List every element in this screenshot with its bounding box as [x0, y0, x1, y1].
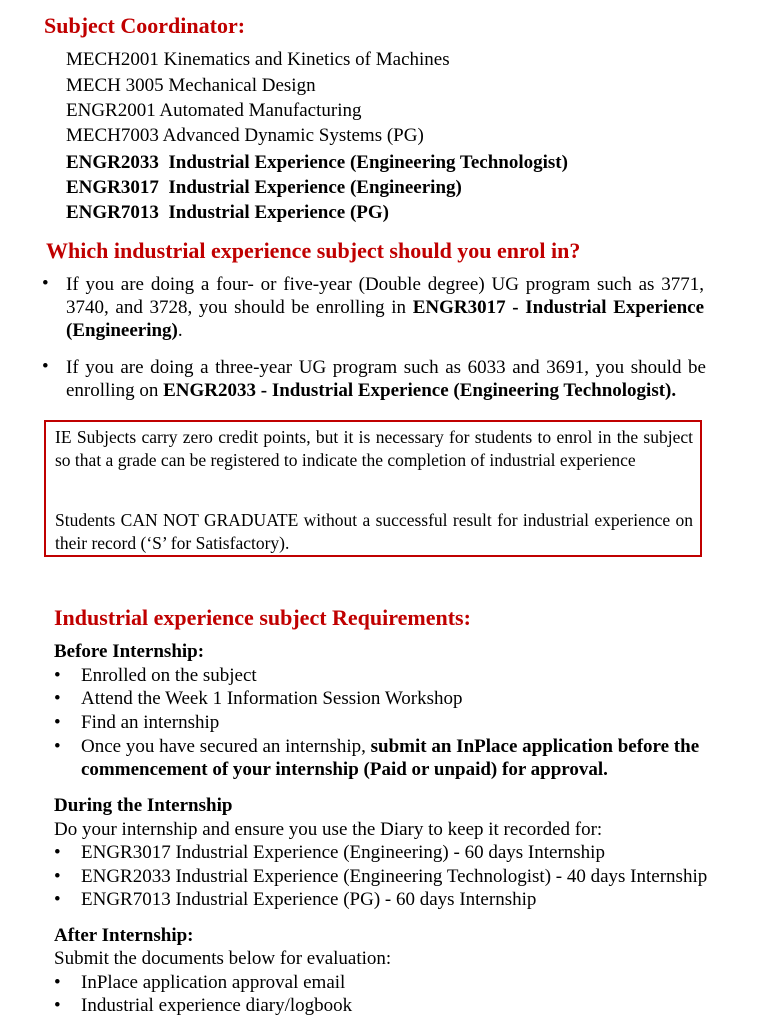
during-item: ENGR3017 Industrial Experience (Engineering) - 60 days Internship [81, 842, 605, 863]
bullet-marker: • [54, 688, 61, 709]
enrol-bullet-1-end: . [177, 320, 183, 341]
bullet-marker: • [54, 995, 61, 1016]
subject-item-bold: ENGR2033 Industrial Experience (Engineering Technologist) [66, 152, 568, 173]
before-item-submit-cont: commencement of your internship (Paid or unpaid) for approval. [81, 759, 608, 780]
enrol-bullet-2 [66, 356, 706, 402]
before-item-submit-bold: submit an InPlace application before the [370, 736, 700, 757]
subject-item: MECH 3005 Mechanical Design [66, 75, 316, 96]
bullet-marker: • [54, 736, 61, 757]
enrol-bullet-1-bold: ENGR3017 - Industrial Experience (Engineering) [66, 297, 705, 341]
bullet-marker: • [54, 712, 61, 733]
during-item: ENGR2033 Industrial Experience (Engineering Technologist) - 40 days Internship [81, 866, 708, 887]
during-item: ENGR7013 Industrial Experience (PG) - 60 days Internship [81, 889, 537, 910]
bullet-marker: • [54, 972, 61, 993]
notice-para-1: IE Subjects carry zero credit points, but it is necessary for students to enrol in the subject so that a grade can be registered to indicate the completion of industrial experience [55, 427, 693, 470]
notice-para-2: Students CAN NOT GRADUATE without a successful result for industrial experience on their record (‘S’ for Satisfactory). [55, 510, 693, 553]
bullet-marker: • [54, 889, 61, 910]
bullet-marker: • [54, 866, 61, 887]
after-item: InPlace application approval email [81, 972, 346, 993]
subject-item-bold: ENGR3017 Industrial Experience (Engineering) [66, 177, 462, 198]
enrol-bullet-1-text: If you are doing a four- or five-year (Double degree) UG program such as 3771, 3740, and 3728, you should be enrolling in [66, 274, 704, 318]
enrol-heading: Which industrial experience subject should you enrol in? [46, 238, 581, 263]
after-heading: After Internship: [54, 925, 194, 946]
bullet-marker: • [42, 273, 49, 294]
subject-item: MECH7003 Advanced Dynamic Systems (PG) [66, 125, 424, 146]
during-intro: Do your internship and ensure you use the Diary to keep it recorded for: [54, 819, 603, 840]
before-item: Enrolled on the subject [81, 665, 257, 686]
requirements-heading: Industrial experience subject Requirements: [54, 605, 471, 630]
after-item: Industrial experience diary/logbook [81, 995, 353, 1016]
bullet-marker: • [54, 665, 61, 686]
bullet-marker: • [42, 356, 49, 377]
before-item-submit [81, 736, 699, 758]
subject-item-bold: ENGR7013 Industrial Experience (PG) [66, 202, 389, 223]
coordinator-heading: Subject Coordinator: [44, 13, 246, 38]
subject-item: MECH2001 Kinematics and Kinetics of Machines [66, 49, 450, 70]
after-intro: Submit the documents below for evaluation: [54, 948, 392, 969]
before-heading: Before Internship: [54, 641, 205, 662]
enrol-bullet-1 [66, 273, 704, 342]
before-item: Attend the Week 1 Information Session Workshop [81, 688, 463, 709]
during-heading: During the Internship [54, 795, 233, 816]
notice-box [44, 420, 702, 557]
before-item-submit-text: Once you have secured an internship, [81, 736, 371, 757]
before-item: Find an internship [81, 712, 220, 733]
subject-item: ENGR2001 Automated Manufacturing [66, 100, 362, 121]
enrol-bullet-2-text: If you are doing a three-year UG program such as 6033 and 3691, you should be enrolling on [66, 357, 706, 401]
bullet-marker: • [54, 842, 61, 863]
enrol-bullet-2-bold: ENGR2033 - Industrial Experience (Engineering Technologist). [163, 380, 677, 401]
